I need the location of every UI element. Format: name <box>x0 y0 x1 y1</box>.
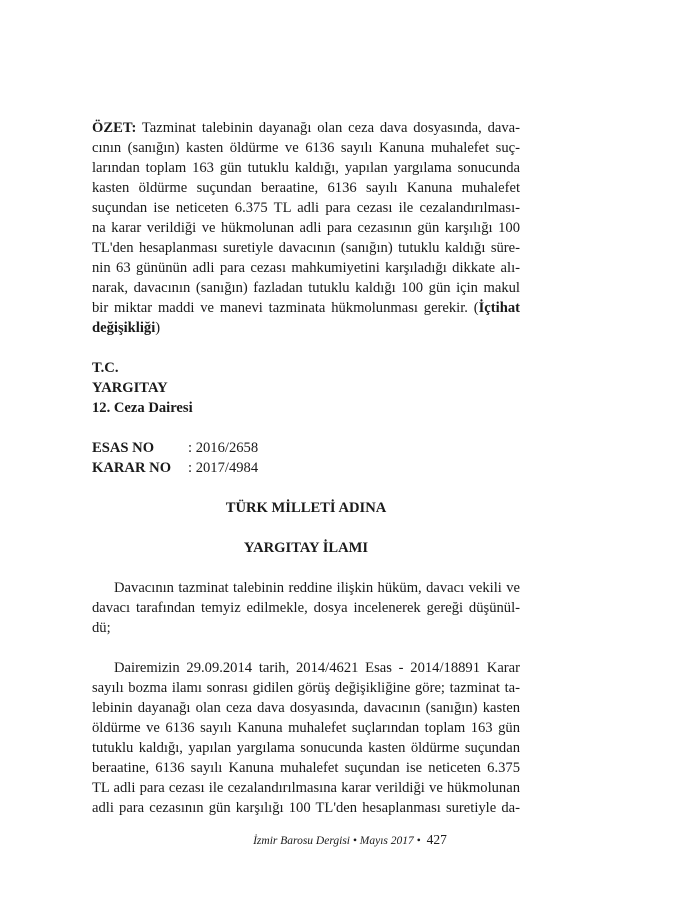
paragraph-line: dü; <box>92 620 111 636</box>
court-country: T.C. <box>92 360 119 376</box>
heading-nation: TÜRK MİLLETİ ADINA <box>225 500 387 516</box>
paragraph-line: adli para cezasının gün karşılığı 100 TL'den hesaplanması suretiyle da- <box>92 800 520 816</box>
esas-value: : 2016/2658 <box>188 440 259 456</box>
page-number: 427 <box>426 832 447 847</box>
page-footer <box>0 832 700 849</box>
summary-line: kasten öldürme suçundan beraatine, 6136 sayılı Kanuna muhalefet <box>92 180 520 196</box>
paragraph-2 <box>92 658 520 818</box>
court-name: YARGITAY <box>92 380 168 396</box>
summary-label: ÖZET: <box>92 120 137 136</box>
paragraph-line: beraatine, 6136 sayılı Kanuna muhalefet suçundan ise neticeten 6.375 <box>92 760 520 776</box>
summary-line: cının (sanığın) kasten öldürme ve 6136 sayılı Kanuna muhalefet suç- <box>92 140 520 156</box>
paragraph-line: tutuklu kaldığı, yapılan yargılama sonucunda kasten öldürme suçundan <box>92 740 520 756</box>
summary-line: suçundan ise neticeten 6.375 TL adli para cezası ile cezalandırılması- <box>92 200 520 216</box>
summary-line: ÖZET: Tazminat talebinin dayanağı olan ceza dava dosyasında, dava- <box>92 120 520 136</box>
summary-line: TL'den hesaplanması suretiyle davacının (sanığın) tutuklu kaldığı süre- <box>92 240 520 256</box>
summary-block <box>92 118 520 338</box>
court-header <box>92 358 520 418</box>
precedent-change-tag: değişikliği <box>92 320 156 336</box>
summary-line: na karar verildiği ve hükmolunan adli para cezasının gün karşılığı 100 <box>92 220 520 236</box>
summary-line: narak, davacının (sanığın) fazladan tutuklu kaldığı 100 gün için makul <box>92 280 520 296</box>
paragraph-line: öldürme ve 6136 sayılı Kanuna muhalefet suçlarından toplam 163 gün <box>92 720 520 736</box>
journal-name: İzmir Barosu Dergisi • Mayıs 2017 • <box>253 835 421 847</box>
paragraph-line: TL adli para cezası ile cezalandırılmasına karar verildiği ve hükmolunan <box>92 780 520 796</box>
summary-line: değişikliği) <box>92 320 161 336</box>
paragraph-line: Davacının tazminat talebinin reddine ilişkin hüküm, davacı vekili ve <box>114 580 520 596</box>
paragraph-line: lebinin dayanağı olan ceza dava dosyasında, davacının (sanığın) kasten <box>92 700 520 716</box>
summary-line: larından toplam 163 gün tutuklu kaldığı, yapılan yargılama sonucunda <box>92 160 520 176</box>
heading-ilam: YARGITAY İLAMI <box>243 540 369 556</box>
case-numbers <box>92 438 520 478</box>
karar-value: : 2017/4984 <box>188 460 259 476</box>
paragraph-line: Dairemizin 29.09.2014 tarih, 2014/4621 Esas - 2014/18891 Karar <box>114 660 520 676</box>
precedent-change-tag: İçtihat <box>478 300 520 316</box>
paragraph-line: sayılı bozma ilamı sonrası gidilen görüş değişikliğine göre; tazminat ta- <box>92 680 520 696</box>
court-chamber: 12. Ceza Dairesi <box>92 400 193 416</box>
paragraph-line: davacı tarafından temyiz edilmekle, dosya incelenerek gereği düşünül- <box>92 600 520 616</box>
paragraph-1 <box>92 578 520 638</box>
summary-line: bir miktar maddi ve manevi tazminata hükmolunması gerekir. (İçtihat <box>92 300 520 316</box>
summary-line: nin 63 gününün adli para cezası mahkumiyetini karşıladığı dikkate alı- <box>92 260 520 276</box>
esas-label: ESAS NO <box>92 440 155 456</box>
karar-label: KARAR NO <box>92 460 172 476</box>
page-content <box>92 118 520 818</box>
